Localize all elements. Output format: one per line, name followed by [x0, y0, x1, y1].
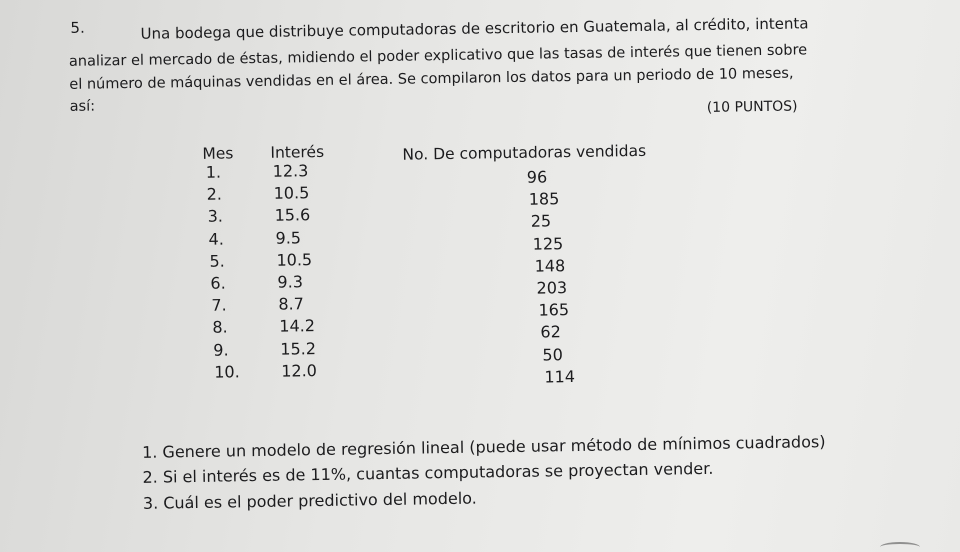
- header-mes: Mes: [202, 144, 234, 163]
- cell-vendidas: 50: [542, 344, 563, 365]
- cell-vendidas: 25: [530, 211, 552, 232]
- cell-vendidas: 62: [540, 322, 561, 342]
- cell-mes: 2.: [206, 184, 223, 204]
- question-3: 3. Cuál es el poder predictivo del modelo.: [142, 488, 477, 513]
- cell-vendidas: 114: [544, 366, 576, 387]
- cell-mes: 5.: [209, 251, 225, 271]
- cell-vendidas: 148: [534, 255, 566, 276]
- cell-interes: 12.0: [281, 360, 318, 381]
- cell-interes: 9.3: [277, 272, 304, 292]
- cell-interes: 9.5: [275, 227, 302, 248]
- edge-handwriting-mark: [880, 542, 920, 552]
- cell-interes: 8.7: [278, 294, 305, 314]
- problem-number: 5.: [70, 18, 85, 37]
- problem-line-2: analizar el mercado de éstas, midiendo el poder explicativo que las tasas de interés que tienen sobre: [68, 42, 808, 70]
- cell-vendidas: 203: [536, 278, 568, 298]
- cell-interes: 15.6: [274, 205, 311, 226]
- cell-mes: 7.: [211, 295, 227, 315]
- cell-vendidas: 96: [526, 167, 548, 187]
- points-label: (10 PUNTOS): [706, 98, 798, 116]
- cell-mes: 8.: [212, 317, 228, 338]
- cell-interes: 12.3: [272, 161, 309, 181]
- cell-interes: 10.5: [273, 183, 310, 203]
- cell-mes: 1.: [205, 162, 222, 182]
- question-1: 1. Genere un modelo de regresión lineal (puede usar método de mínimos cuadrados): [141, 432, 826, 462]
- cell-mes: 4.: [208, 229, 224, 249]
- question-2: 2. Si el interés es de 11%, cuantas computadoras se proyectan vender.: [142, 458, 714, 487]
- cell-vendidas: 165: [538, 300, 570, 320]
- problem-line-3: el número de máquinas vendidas en el área. Se compilaron los datos para un periodo de 10 meses,: [69, 65, 794, 93]
- problem-line-4: así:: [69, 98, 96, 115]
- cell-mes: 6.: [210, 273, 226, 293]
- header-interes: Interés: [270, 142, 325, 162]
- cell-vendidas: 125: [532, 233, 564, 254]
- cell-mes: 3.: [207, 206, 224, 227]
- problem-line-1: Una bodega que distribuye computadoras de escritorio en Guatemala, al crédito, intenta: [140, 14, 809, 43]
- cell-mes: 10.: [214, 362, 240, 382]
- cell-interes: 15.2: [280, 338, 317, 359]
- cell-mes: 9.: [213, 340, 229, 360]
- cell-interes: 10.5: [276, 249, 313, 270]
- header-vendidas: No. De computadoras vendidas: [402, 141, 647, 164]
- cell-interes: 14.2: [279, 316, 316, 337]
- cell-vendidas: 185: [528, 189, 560, 209]
